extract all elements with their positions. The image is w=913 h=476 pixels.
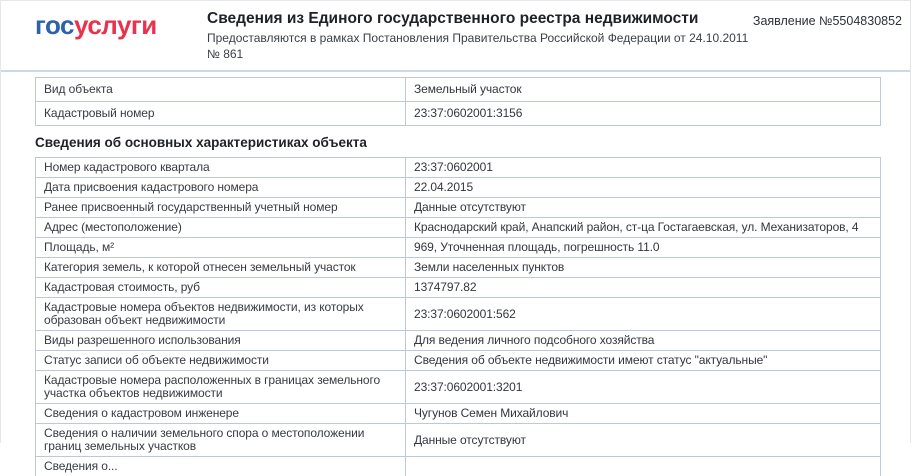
table-row [36, 371, 881, 404]
table-row [36, 198, 881, 218]
logo-text-blue: гос [35, 10, 74, 40]
row-label: Вид объекта [36, 78, 406, 102]
page-title: Сведения из Единого государственного реестра недвижимости [207, 9, 753, 28]
table-row [36, 178, 881, 198]
row-label: Сведения о кадастровом инженере [36, 404, 406, 424]
row-label: Кадастровые номера расположенных в границах земельного участка объектов недвижимости [36, 371, 406, 404]
table-row [36, 424, 881, 457]
row-label: Ранее присвоенный государственный учетный номер [36, 198, 406, 218]
row-value: 23:37:0602001:562 [406, 298, 881, 331]
page-subtitle: Предоставляются в рамках Постановления Правительства Российской Федерации от 24.10.2011 № 861 [207, 30, 753, 62]
row-value: Данные отсутствуют [406, 424, 881, 457]
table-row [36, 238, 881, 258]
row-label: Номер кадастрового квартала [36, 158, 406, 178]
row-value: 23:37:0602001:3201 [406, 371, 881, 404]
content-area [1, 77, 910, 476]
row-value: Сведения об объекте недвижимости имеют статус "актуальные" [406, 351, 881, 371]
row-label: Виды разрешенного использования [36, 331, 406, 351]
logo-text-red: услуги [74, 10, 157, 40]
table-row [36, 102, 881, 126]
table-row [36, 78, 881, 102]
row-value: 969, Уточненная площадь, погрешность 11.0 [406, 238, 881, 258]
row-value: 1374797.82 [406, 278, 881, 298]
application-number: Заявление №5504830852 [753, 8, 902, 28]
table-row [36, 331, 881, 351]
table-row [36, 278, 881, 298]
row-value: 23:37:0602001 [406, 158, 881, 178]
row-label: Сведения о наличии земельного спора о местоположении границ земельных участков [36, 424, 406, 457]
row-value [406, 457, 881, 476]
row-value: Земельный участок [406, 78, 881, 102]
table-row [36, 404, 881, 424]
table-row [36, 258, 881, 278]
row-value: 23:37:0602001:3156 [406, 102, 881, 126]
row-value: Для ведения личного подсобного хозяйства [406, 331, 881, 351]
row-label: Кадастровые номера объектов недвижимости, из которых образован объект недвижимости [36, 298, 406, 331]
row-label: Сведения о... [36, 457, 406, 476]
row-value: Чугунов Семен Михайлович [406, 404, 881, 424]
row-label: Адрес (местоположение) [36, 218, 406, 238]
row-label: Площадь, м² [36, 238, 406, 258]
table-row [36, 218, 881, 238]
row-label: Дата присвоения кадастрового номера [36, 178, 406, 198]
row-value: 22.04.2015 [406, 178, 881, 198]
table-row [36, 298, 881, 331]
row-label: Статус записи об объекте недвижимости [36, 351, 406, 371]
main-characteristics-table [35, 157, 881, 476]
object-summary-table [35, 77, 881, 126]
row-label: Кадастровая стоимость, руб [36, 278, 406, 298]
row-label: Кадастровый номер [36, 102, 406, 126]
row-value: Земли населенных пунктов [406, 258, 881, 278]
section-title: Сведения об основных характеристиках объекта [35, 135, 910, 150]
table-row [36, 158, 881, 178]
page-header [1, 1, 910, 72]
gosuslugi-logo [35, 8, 207, 42]
table-row [36, 351, 881, 371]
table-row-partial [36, 457, 881, 476]
row-value: Данные отсутствуют [406, 198, 881, 218]
row-value: Краснодарский край, Анапский район, ст-ца Гостагаевская, ул. Механизаторов, 4 [406, 218, 881, 238]
title-block [207, 8, 753, 62]
row-label: Категория земель, к которой отнесен земельный участок [36, 258, 406, 278]
